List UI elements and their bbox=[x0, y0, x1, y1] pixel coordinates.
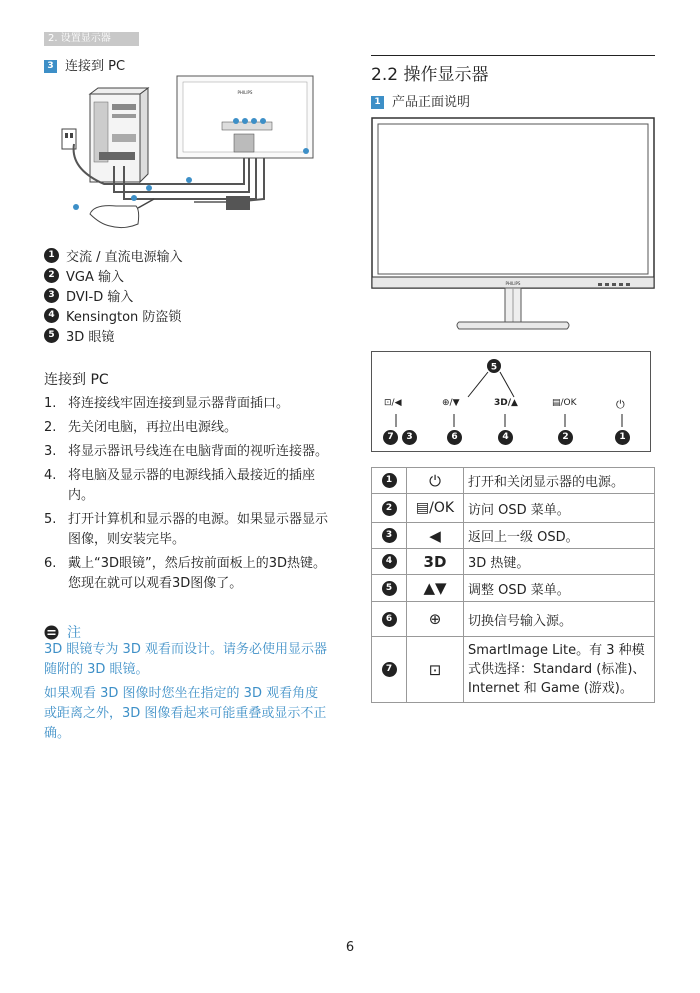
connect-heading: 连接到 PC bbox=[44, 372, 109, 388]
panel-btn-3d: 3D/▲ bbox=[494, 398, 518, 408]
legend-number: 1 bbox=[44, 248, 59, 263]
panel-num: 3 bbox=[402, 430, 417, 445]
note-icon bbox=[44, 625, 59, 640]
step-item: 2. 先关闭电脑，再拉出电源线。 bbox=[44, 420, 238, 435]
section-heading-connect bbox=[44, 55, 125, 74]
table-row bbox=[372, 523, 655, 549]
row-number: 5 bbox=[382, 581, 397, 596]
legend-text: 交流 / 直流电源输入 bbox=[66, 249, 183, 265]
table-row bbox=[372, 549, 655, 575]
panel-num: 1 bbox=[615, 430, 630, 445]
panel-num: 4 bbox=[498, 430, 513, 445]
chapter-tab: 2. 设置显示器 bbox=[44, 32, 139, 46]
panel-num: 2 bbox=[558, 430, 573, 445]
table-row bbox=[372, 468, 655, 494]
step-item: 3. 将显示器讯号线连在电脑背面的视听连接器。 bbox=[44, 444, 329, 459]
row-description: 切换信号输入源。 bbox=[464, 602, 655, 637]
button-function-table bbox=[371, 467, 655, 703]
legend-item bbox=[44, 246, 183, 264]
legend-number: 4 bbox=[44, 308, 59, 323]
connection-diagram bbox=[44, 74, 334, 234]
panel-btn-menu: ▤/OK bbox=[552, 398, 577, 408]
legend-item bbox=[44, 326, 114, 344]
row-number: 6 bbox=[382, 612, 397, 627]
row-description: 调整 OSD 菜单。 bbox=[464, 575, 655, 602]
up-down-arrows-icon: ▲▼ bbox=[407, 575, 464, 602]
row-number: 4 bbox=[382, 554, 397, 569]
legend-item bbox=[44, 286, 133, 304]
monitor-back-brand: PHILIPS bbox=[237, 90, 253, 95]
row-description: 返回上一级 OSD。 bbox=[464, 523, 655, 549]
step-item: 5. 打开计算机和显示器的电源。如果显示器显示图像，则安装完毕。 bbox=[44, 512, 329, 547]
note-line: 3D 眼镜专为 3D 观看而设计。请务必使用显示器随附的 3D 眼镜。 bbox=[44, 642, 327, 677]
subsection-number: 1 bbox=[371, 96, 384, 109]
panel-top-num: 5 bbox=[490, 362, 498, 373]
menu-ok-icon: ▤/OK bbox=[407, 494, 464, 523]
smartimage-icon: ⊡ bbox=[407, 637, 464, 703]
panel-btn-input: ⊕/▼ bbox=[442, 398, 460, 408]
monitor-front-brand: PHILIPS bbox=[505, 281, 521, 286]
row-number: 3 bbox=[382, 528, 397, 543]
panel-btn-power: ⏻ bbox=[616, 398, 625, 411]
step-item: 1. 将连接线牢固连接到显示器背面插口。 bbox=[44, 396, 290, 411]
note-body bbox=[44, 640, 330, 744]
row-number: 2 bbox=[382, 501, 397, 516]
legend-text: DVI-D 输入 bbox=[66, 289, 134, 305]
legend-item bbox=[44, 266, 124, 284]
connect-steps-list bbox=[44, 394, 330, 598]
step-item: 4. 将电脑及显示器的电源线插入最接近的插座内。 bbox=[44, 468, 316, 503]
legend-text: 3D 眼镜 bbox=[66, 329, 115, 345]
panel-btn-smartimage: ⊡/◀ bbox=[384, 398, 402, 408]
row-description: SmartImage Lite。有 3 种模式供选择：Standard (标准)、Internet 和 Game (游戏)。 bbox=[464, 637, 655, 703]
input-source-icon: ⊕ bbox=[407, 602, 464, 637]
panel-num: 6 bbox=[447, 430, 462, 445]
row-description: 访问 OSD 菜单。 bbox=[464, 494, 655, 523]
legend-item bbox=[44, 306, 181, 324]
table-row bbox=[372, 602, 655, 637]
row-description: 3D 热键。 bbox=[464, 549, 655, 575]
row-description: 打开和关闭显示器的电源。 bbox=[464, 468, 655, 494]
note-heading: 注 bbox=[44, 622, 81, 642]
legend-text: Kensington 防盗锁 bbox=[66, 309, 182, 325]
legend-number: 5 bbox=[44, 328, 59, 343]
monitor-front-illustration bbox=[371, 117, 655, 333]
page-number: 6 bbox=[345, 940, 355, 955]
power-icon: ⏻ bbox=[407, 468, 464, 494]
row-number: 1 bbox=[382, 473, 397, 488]
subsection-heading bbox=[371, 91, 470, 110]
monitor-back-illustration bbox=[177, 76, 313, 158]
legend-number: 2 bbox=[44, 268, 59, 283]
row-number: 7 bbox=[382, 662, 397, 677]
subsection-title: 产品正面说明 bbox=[392, 95, 471, 110]
section-title: 连接到 PC bbox=[65, 59, 126, 74]
table-row bbox=[372, 637, 655, 703]
3d-glasses-illustration bbox=[73, 199, 154, 228]
legend-number: 3 bbox=[44, 288, 59, 303]
step-item: 6. 戴上“3D眼镜”，然后按前面板上的3D热键。您现在就可以观看3D图像了。 bbox=[44, 556, 327, 591]
section-number: 3 bbox=[44, 60, 57, 73]
buttons-panel bbox=[371, 351, 651, 452]
back-arrow-icon: ◀ bbox=[407, 523, 464, 549]
3d-icon: 3D bbox=[407, 549, 464, 575]
panel-num: 7 bbox=[383, 430, 398, 445]
pc-tower-illustration bbox=[90, 88, 148, 182]
table-row bbox=[372, 494, 655, 523]
legend-text: VGA 输入 bbox=[66, 269, 124, 285]
page-section-title: 2.2 操作显示器 bbox=[371, 55, 655, 85]
note-line: 如果观看 3D 图像时您坐在指定的 3D 观看角度或距离之外，3D 图像看起来可能重叠或显示不正确。 bbox=[44, 686, 327, 741]
table-row bbox=[372, 575, 655, 602]
